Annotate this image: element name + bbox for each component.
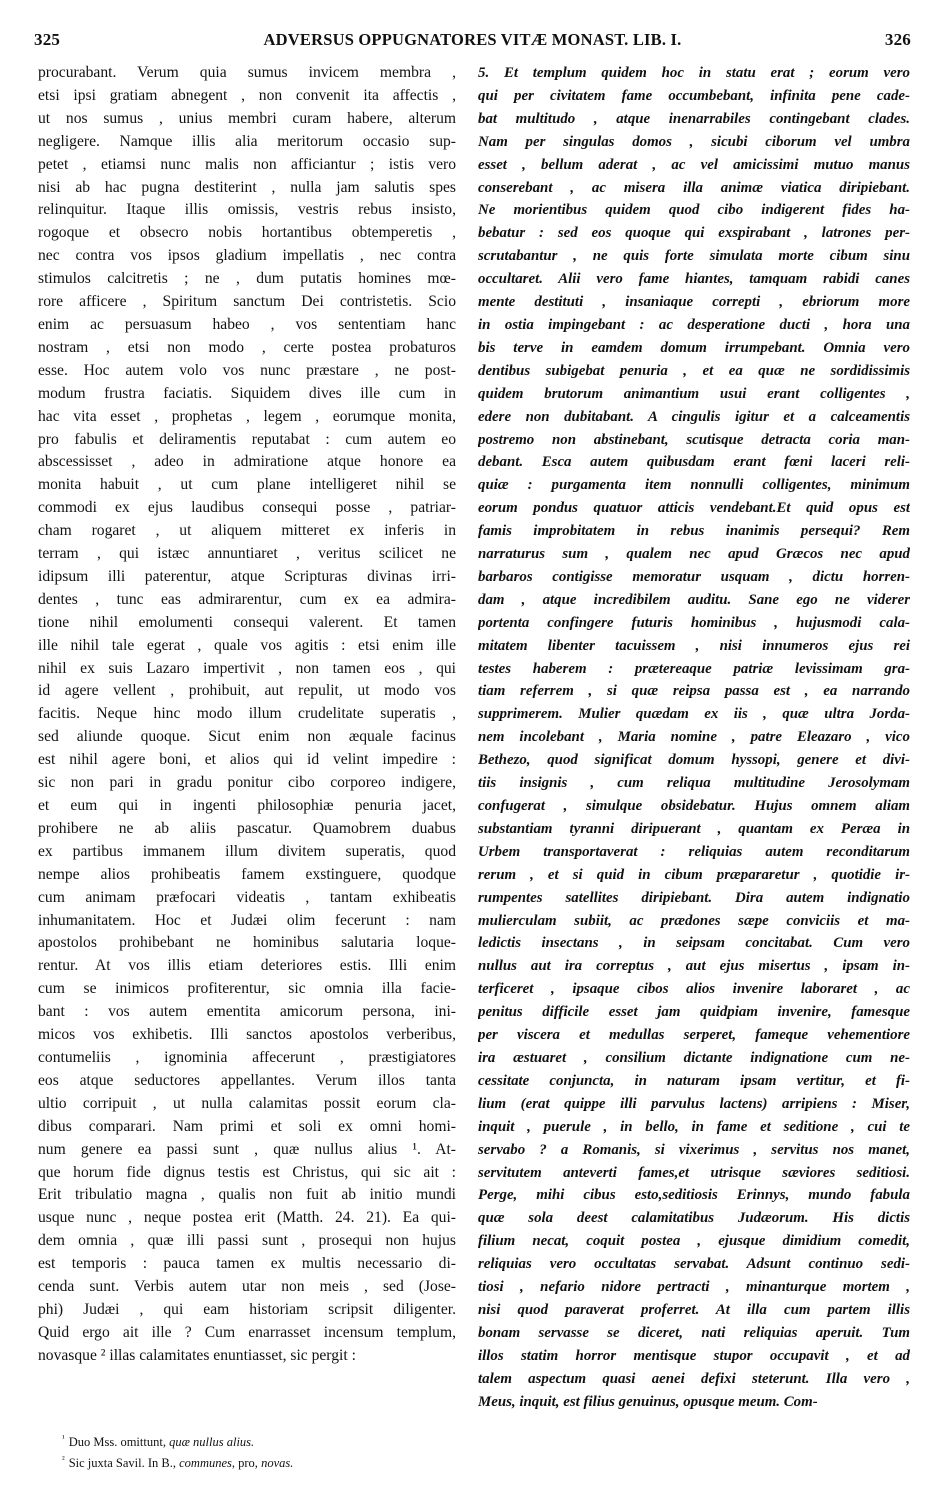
text-line: tiosi , nefario nidore pertracti , minanturque mortem , — [478, 1279, 910, 1296]
footnote-text: Duo Mss. omittunt, — [68, 1435, 170, 1450]
text-line: inhumanitatem. Hoc et Judæi olim fecerunt : nam — [38, 911, 456, 929]
text-line: nisi ab hac pugna destiterint , nulla jam salutis spes — [38, 178, 456, 196]
text-line: dam , atque incredibilem auditu. Sane ego ne viderer — [478, 591, 910, 608]
text-line: quiæ : purgamenta item nonnulli colligentes, minimum — [478, 477, 910, 494]
text-line: cum animam præfocari videatis , tantam exhibeatis — [38, 888, 456, 906]
text-line: penitus difficile esset jam quidpiam invenire, famesque — [478, 1004, 910, 1021]
text-line: cessitate conjuncta, in naturam ipsam vertitur, et fi- — [478, 1072, 910, 1089]
text-line: hac vita esset , prophetas , legem , eorumque monita, — [38, 407, 456, 425]
text-line: enim ac persuasum habeo , vos sententiam hanc — [38, 315, 456, 333]
text-line: inquit , puerule , in bello, in fame et seditione , cui te — [478, 1118, 910, 1135]
text-line: eorum pondus quatuor atticis vendebant.Et quid opus est — [478, 500, 910, 517]
text-line: procurabant. Verum quia sumus invicem membra , — [38, 64, 456, 81]
text-line: reliquias vero occultatas servabat. Adsunt continuo sedi- — [478, 1256, 910, 1273]
text-line: 5. Et templum quidem hoc in statu erat ; eorum vero — [478, 65, 910, 81]
text-line: petet , etiamsi nunc malis non afficiantur ; istis vero — [38, 155, 456, 173]
text-line: sic non pari in gradu ponitur cibo corporeo indigere, — [38, 774, 456, 792]
text-line: mente destituti , insaniaque correpti , ebriorum more — [478, 294, 910, 311]
left-column-text — [38, 62, 456, 1442]
footnotes — [62, 1430, 462, 1472]
text-line: tiam referrem , si quæ reipsa passa est , ea narrando — [478, 683, 910, 700]
text-line: rogoque et obsecro nobis hortantibus obtemperetis , — [38, 224, 456, 242]
right-column-text — [478, 62, 910, 1442]
text-line: per viscera et medullas serperet, fameque vehementiore — [478, 1027, 910, 1044]
footnote-mark: ² — [62, 1454, 65, 1465]
text-line: relinquitur. Itaque illis omissis, vestris rebus insisto, — [38, 201, 456, 219]
text-line: conserebant , ac misera illa animæ viatica diripiebant. — [478, 179, 910, 196]
text-line: commodi ex ejus laudibus consequi posse , patriar- — [38, 499, 456, 517]
text-line: ut nos sumus , unius membri curam habere, alterum — [38, 109, 456, 127]
text-line: bat multitudo , atque inenarrabiles contingebant clades. — [478, 110, 910, 127]
text-line: phi) Judæi , qui eam historiam scripsit diligenter. — [38, 1300, 456, 1318]
text-line: dentes , tunc eas admirarentur, cum ex ea admira- — [38, 590, 456, 608]
text-line: nostram , etsi non modo , certe postea probaturos — [38, 338, 456, 356]
text-line: etsi ipsi gratiam abnegent , non convenit ita affectis , — [38, 86, 456, 104]
text-line: Meus, inquit, est filius genuinus, opusque meum. Com- — [478, 1393, 818, 1410]
text-line: Perge, mihi cibus esto,seditiosis Erinnys, mundo fabula — [478, 1187, 910, 1204]
text-line: Bethezo, quod significat domum hyssopi, genere et divi- — [478, 752, 910, 769]
text-line: servabo ? a Romanis, si vixerimus , servitus nos manet, — [478, 1141, 910, 1158]
text-line: portenta confingere futuris hominibus , hujusmodi cala- — [478, 614, 910, 631]
text-line: et eum qui in ingenti philosophiæ penuria jacet, — [38, 797, 456, 814]
text-line: monita habuit , ut cum plane intelligeret nihil se — [38, 476, 456, 494]
footnote-italic: quæ nullus alius. — [169, 1435, 255, 1450]
text-line: est nihil agere boni, et alios qui id velint impedire : — [38, 751, 456, 769]
text-line: Urbem transportaverat : reliquias autem reconditarum — [478, 843, 910, 860]
text-line: tione nihil emolumenti consequi valerent. Et tamen — [38, 613, 456, 631]
text-line: dentibus subigebat penuria , et ea quæ ne sordidissimis — [478, 362, 910, 379]
text-line: in ostia impingebant : ac desperatione ducti , hora una — [478, 316, 910, 333]
footnote-italic: communes — [179, 1456, 232, 1471]
text-line: cham rogaret , ut aliquem mitteret ex inferis in — [38, 522, 456, 540]
text-line: ex partibus immanem illum divitem superatis, quod — [38, 842, 456, 860]
text-line: Erit tribulatio magna , qualis non fuit ab initio mundi — [38, 1186, 456, 1204]
text-line: confugerat , simulque obsidebatur. Hujus omnem aliam — [478, 798, 910, 814]
text-line: edere non dubitabant. A cingulis igitur et a calceamentis — [478, 408, 910, 425]
footnote-italic2: novas. — [261, 1456, 294, 1471]
text-line: bant : vos autem ementita amicorum persona, ini- — [38, 1003, 456, 1021]
text-line: nullus aut ira correptus , aut ejus misertus , ipsam in- — [478, 958, 910, 975]
text-line: facitis. Neque hinc modo illum crudelitate superatis , — [38, 705, 456, 723]
text-line: debant. Esca autem quibusdam erant fœni laceri reli- — [478, 454, 910, 471]
text-line: idipsum illi paterentur, atque Scripturas divinas irri- — [38, 567, 456, 585]
text-line: supprimerem. Mulier quædam ex iis , quæ ultra Jorda- — [478, 706, 910, 723]
text-line: substantiam tyranni diripuerant , quantam ex Peræa in — [478, 820, 910, 837]
text-line: modum frustra faciatis. Siquidem dives ille cum in — [38, 384, 456, 402]
text-line: esse. Hoc autem volo vos nunc præstare , ne post- — [38, 361, 456, 379]
text-line: nem incolebant , Maria nomine , patre Eleazaro , vico — [478, 729, 910, 746]
text-line: usque nunc , neque postea erit (Matth. 24. 21). Ea qui- — [38, 1209, 456, 1227]
text-line: contumeliis , ignominia affecerunt , præstigiatores — [38, 1048, 456, 1066]
text-line: nisi quod paraverat proferret. At illa cum partem illis — [478, 1301, 910, 1318]
text-line: rumpentes satellites diripiebant. Dira autem indignatio — [478, 889, 910, 906]
footnote — [62, 1430, 462, 1451]
text-line: bis terve in eamdem domum irrumpebant. Omnia vero — [478, 339, 910, 356]
text-line: abscessisset , adeo in admiratione atque honore ea — [38, 453, 456, 471]
text-line: esset , bellum aderat , ac vel amicissimi mutuo manus — [478, 156, 910, 173]
text-line: bonam servasse se diceret, nati reliquias aperuit. Tum — [478, 1324, 910, 1341]
text-line: pro fabulis et deliramentis reputabat : cum autem eo — [38, 430, 456, 448]
page-number-right: 326 — [884, 30, 911, 49]
text-line: que horum fide dignus testis est Christus, qui sic ait : — [38, 1163, 456, 1181]
text-line: cum se inimicos profiterentur, sic omnia illa facie- — [38, 980, 456, 998]
text-line: terficeret , ipsaque cibos alios invenire laboraret , ac — [478, 981, 910, 998]
text-line: est temporis : pauca tamen ex multis necessario di- — [38, 1255, 456, 1273]
text-line: qui per civitatem fame occumbebant, infinita pene cade- — [478, 87, 910, 104]
text-line: sed aliunde quoque. Sicut enim non æquale facinus — [38, 728, 456, 746]
footnote-text: Sic juxta Savil. In B., — [68, 1456, 180, 1471]
text-line: ledictis insectans , in seipsam concitabat. Cum vero — [478, 935, 910, 952]
text-line: famis improbitatem in rebus inanimis persequi? Rem — [478, 523, 910, 540]
text-line: nec contra vos ipsos gladium impellatis , nec contra — [38, 247, 456, 265]
text-line: occultaret. Alii vero fame hiantes, tamquam rabidi canes — [478, 271, 910, 288]
text-line: barbaros contigisse memoratur usquam , dictu horren- — [478, 568, 910, 585]
text-line: nihil ex suis Lazaro impertivit , non tamen eos , qui — [38, 659, 456, 677]
text-line: Nam per singulas domos , sicubi ciborum vel umbra — [478, 133, 910, 150]
text-line: talem aspectum quasi aenei defixi steterunt. Illa vero , — [478, 1370, 910, 1387]
text-line: rore afficere , Spiritum sanctum Dei contristetis. Scio — [38, 293, 456, 311]
text-line: cenda sunt. Verbis autem utar non meis , sed (Jose- — [38, 1278, 456, 1296]
text-line: quæ sola deest calamitatibus Judæorum. His dictis — [478, 1210, 910, 1227]
text-line: servitutem anteverti fames,et utrisque sæviores seditiosi. — [478, 1164, 910, 1181]
text-line: postremo non abstinebant, scutisque detracta coria man- — [478, 431, 910, 448]
text-line: rentur. At vos illis etiam deteriores estis. Illi enim — [38, 957, 456, 975]
text-line: scrutabantur , ne quis forte simulata morte cibum sinu — [478, 248, 910, 265]
text-line: mitatem libenter tacuissem , nisi innumeros ejus rei — [478, 637, 910, 654]
text-line: filium necat, coquit postea , ejusque dimidium comedit, — [478, 1233, 910, 1250]
text-line: eos atque seductores appellantes. Verum illos tanta — [38, 1071, 456, 1089]
text-line: mulierculam subiit, ac prædones sæpe conviciis et ma- — [478, 912, 910, 929]
footnote-text2: , pro, — [231, 1456, 262, 1471]
text-line: bebatur : sed eos quoque qui exspirabant , latrones per- — [478, 225, 910, 242]
text-line: nempe alios prohibeatis famem exstinguere, quodque — [38, 865, 456, 883]
text-line: micos vos exhibetis. Illi sanctos apostolos verberibus, — [38, 1026, 456, 1044]
running-header — [34, 30, 911, 56]
text-line: terram , qui istæc annuntiaret , veritus scilicet ne — [38, 545, 456, 563]
text-line: testes haberem : prætereaque patriæ levissimam gra- — [478, 660, 910, 677]
text-line: dem omnia , quæ illi passi sunt , prosequi non hujus — [38, 1232, 456, 1250]
text-line: negligere. Namque illis alia meritorum occasio sup- — [38, 132, 456, 150]
text-line: tiis insignis , cum reliqua multitudine Jerosolymam — [478, 775, 910, 792]
text-line: quidem brutorum animantium usui erant colligentes , — [478, 385, 910, 402]
text-line: novasque ² illas calamitates enuntiasset, sic pergit : — [38, 1346, 356, 1364]
footnote-mark: ¹ — [62, 1433, 65, 1443]
text-line: ille nihil tale egerat , quale vos agitis : etsi enim ille — [38, 636, 456, 654]
text-line: rerum , et si quid in cibum præpararetur , quotidie ir- — [478, 866, 910, 883]
text-line: narraturus sum , qualem nec apud Græcos nec apud — [478, 546, 910, 563]
text-line: stimulos calcitretis ; ne , dum putatis homines mœ- — [38, 270, 456, 288]
text-line: Ne morientibus quidem quod cibo indigerent fides ha- — [478, 202, 910, 219]
running-title: ADVERSUS OPPUGNATORES VITÆ MONAST. LIB. I. — [263, 30, 682, 49]
text-line: Quid ergo ait ille ? Cum enarrasset incensum templum, — [38, 1323, 456, 1341]
text-line: dibus comparari. Nam primi et soli ex omni homi- — [38, 1117, 456, 1135]
footnote — [62, 1451, 462, 1472]
text-line: num genere ea passi sunt , quæ nullus alius ¹. At- — [38, 1140, 456, 1158]
text-line: ultio corripuit , ut nulla calamitas possit eorum cla- — [38, 1094, 456, 1112]
page-number-left: 325 — [34, 30, 61, 49]
text-line: illos statim horror mentisque stupor occupavit , et ad — [478, 1347, 910, 1364]
text-line: id agere vellent , prohibuit, aut repulit, ut modo vos — [38, 682, 456, 700]
text-line: lium (erat quippe illi parvulus lactens) arripiens : Miser, — [478, 1095, 910, 1112]
text-line: ira æstuaret , consilium dictante indignatione cum ne- — [478, 1049, 910, 1066]
text-line: prohibere ne ab aliis pascatur. Quamobrem duabus — [38, 819, 456, 837]
text-line: apostolos prohibebant ne hominibus salutaria loque- — [38, 934, 456, 952]
